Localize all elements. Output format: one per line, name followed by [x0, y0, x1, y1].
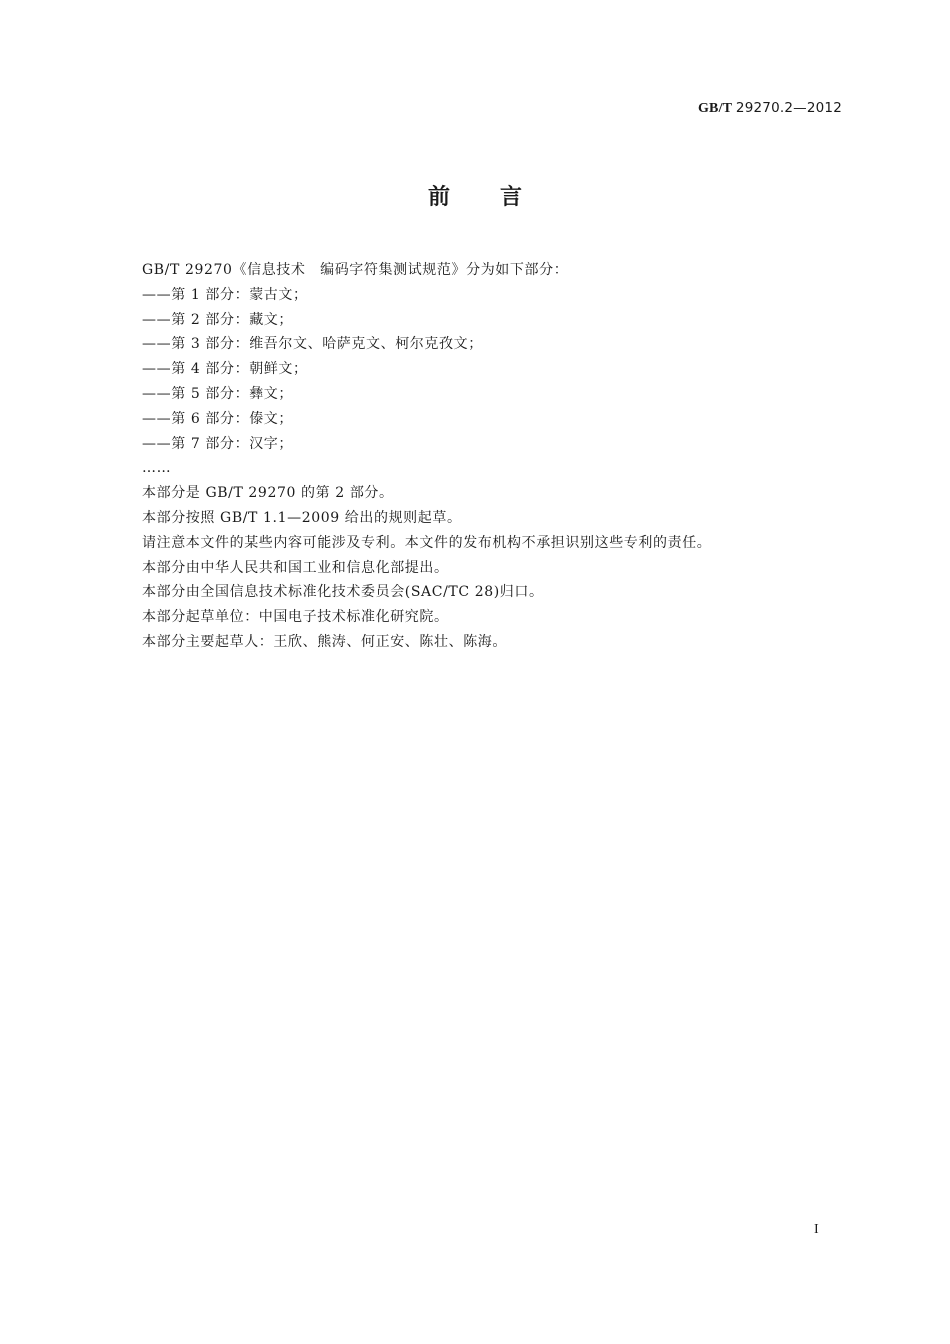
paragraph-proposer: 本部分由中华人民共和国工业和信息化部提出。 — [142, 559, 449, 576]
list-item-part-6: ——第 6 部分：傣文； — [142, 410, 294, 427]
paragraph-committee: 本部分由全国信息技术标准化技术委员会(SAC/TC 28)归口。 — [142, 584, 544, 601]
foreword-body — [142, 258, 822, 655]
list-item-part-1: ——第 1 部分：蒙古文； — [142, 286, 308, 303]
paragraph-patent-notice: 请注意本文件的某些内容可能涉及专利。本文件的发布机构不承担识别这些专利的责任。 — [142, 534, 712, 551]
section-title: 前言 — [427, 185, 572, 210]
list-ellipsis: …… — [142, 460, 172, 477]
standard-code-header — [698, 100, 842, 117]
list-item-part-4: ——第 4 部分：朝鲜文； — [142, 361, 308, 378]
paragraph-series-intro: GB/T 29270《信息技术 编码字符集测试规范》分为如下部分： — [142, 262, 569, 278]
paragraph-drafting-unit: 本部分起草单位：中国电子技术标准化研究院。 — [142, 609, 449, 626]
list-item-part-7: ——第 7 部分：汉字； — [142, 435, 294, 452]
list-item-part-3: ——第 3 部分：维吾尔文、哈萨克文、柯尔克孜文； — [142, 336, 483, 353]
paragraph-part-statement: 本部分是 GB/T 29270 的第 2 部分。 — [142, 485, 394, 502]
list-item-part-2: ——第 2 部分：藏文； — [142, 311, 294, 328]
standard-prefix: GB/T — [697, 101, 733, 116]
standard-number: 29270.2—2012 — [735, 100, 842, 116]
paragraph-drafters: 本部分主要起草人：王欣、熊涛、何正安、陈壮、陈海。 — [142, 633, 507, 650]
list-item-part-5: ——第 5 部分：彝文； — [142, 385, 294, 402]
paragraph-drafting-rules: 本部分按照 GB/T 1.1—2009 给出的规则起草。 — [142, 509, 462, 526]
page-number: I — [814, 1222, 819, 1237]
